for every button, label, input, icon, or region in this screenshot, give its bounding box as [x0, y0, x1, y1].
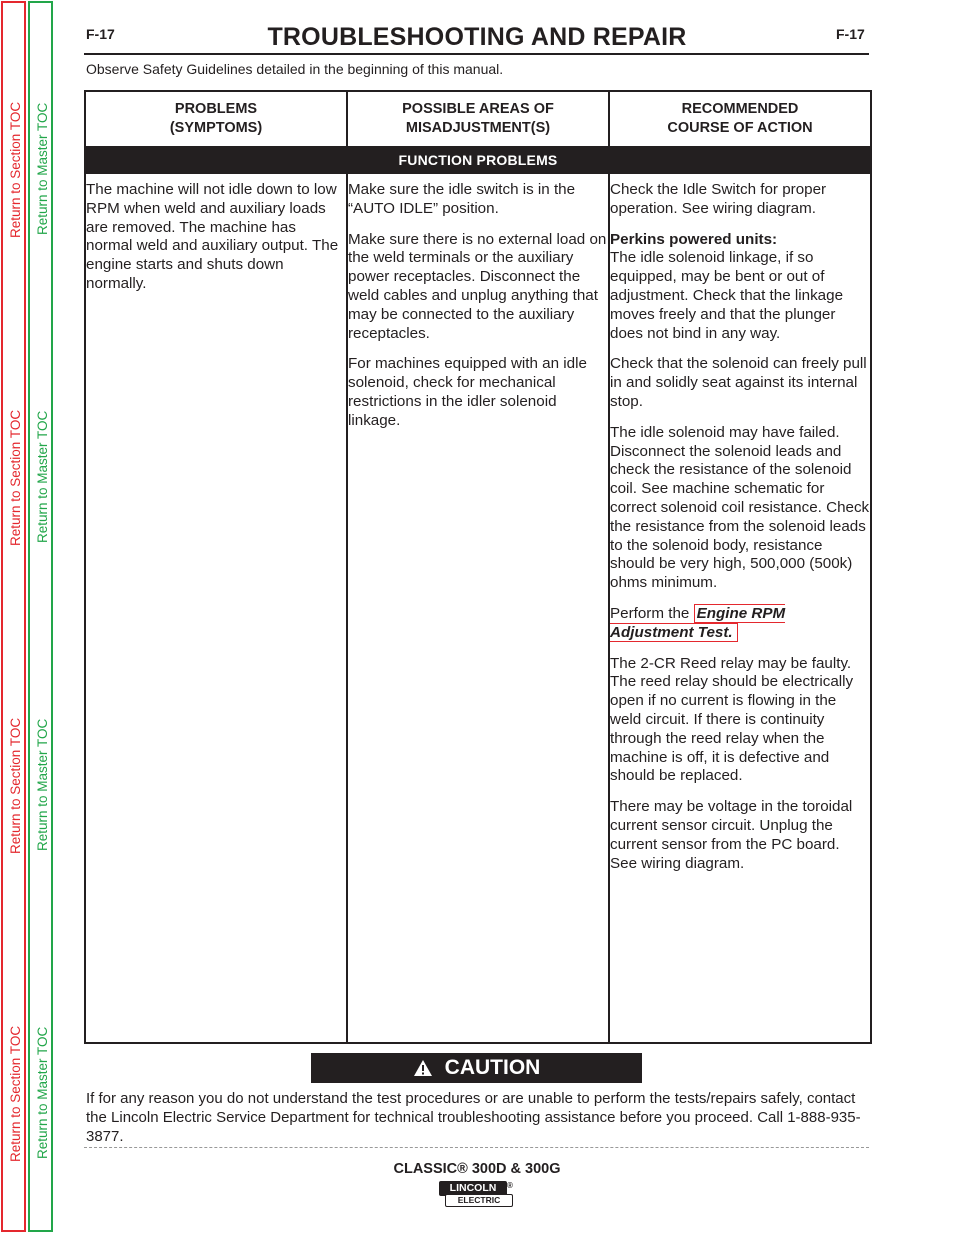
- model-name: CLASSIC® 300D & 300G: [393, 1161, 561, 1177]
- table-header-row: [85, 91, 871, 147]
- action-item: Check the Idle Switch for proper operation. See wiring diagram.: [610, 181, 827, 217]
- action-item: The idle solenoid may have failed. Disconnect the solenoid leads and check the resistance of the solenoid coil. See machine schematic for correct solenoid coil resistance. Check the resistance from the solenoid leads to the solenoid body, resistance should be very high, 500,000 (500k) ohms minimum.: [610, 423, 870, 592]
- perkins-label: Perkins powered units:: [610, 230, 778, 248]
- return-to-master-toc-link[interactable]: Return to Master TOC: [35, 410, 50, 543]
- return-to-section-toc-link[interactable]: Return to Section TOC: [8, 101, 23, 238]
- safety-note: Observe Safety Guidelines detailed in the beginning of this manual.: [86, 61, 504, 77]
- col-header-problems: PROBLEMS (SYMPTOMS): [85, 91, 347, 147]
- action-item: There may be voltage in the toroidal current sensor circuit. Unplug the current sensor from the PC board. See wiring diagram.: [610, 798, 853, 872]
- page-title: TROUBLESHOOTING AND REPAIR: [267, 23, 687, 51]
- caution-banner: [311, 1053, 642, 1083]
- course-of-action-cell: [609, 173, 871, 1043]
- misadjustment-item: Make sure there is no external load on the weld terminals or the auxiliary power receptacles. Disconnect the weld cables and unplug anything that may be connected to the auxiliary receptacles.: [348, 230, 607, 342]
- caution-text: If for any reason you do not understand the test procedures or are unable to perform the tests/repairs safely, contact the Lincoln Electric Service Department for technical troubleshooting assistance before you proceed. Call 1-888-935-3877.: [86, 1090, 861, 1145]
- return-to-master-toc-link[interactable]: Return to Master TOC: [35, 102, 50, 235]
- section-toc-bar: [1, 1, 26, 1232]
- table-row: [85, 173, 871, 1043]
- function-problems-band: FUNCTION PROBLEMS: [85, 147, 871, 173]
- perform-prefix: Perform the: [610, 604, 690, 622]
- troubleshooting-table: [84, 90, 872, 1044]
- return-to-section-toc-link[interactable]: Return to Section TOC: [8, 1025, 23, 1162]
- caution-label: CAUTION: [444, 1056, 541, 1079]
- symptom-text: The machine will not idle down to low RPM when weld and auxiliary loads are removed. The machine has normal weld and auxiliary output. The engine starts and shuts down normally.: [86, 181, 339, 292]
- return-to-section-toc-link[interactable]: Return to Section TOC: [8, 717, 23, 854]
- action-item: [610, 605, 870, 643]
- action-item: [610, 231, 870, 344]
- action-text: The idle solenoid linkage, if so equipped, may be bent or out of adjustment. Check that the linkage moves freely and that the plunger does not bind in any way.: [610, 249, 844, 342]
- page-code-right: F-17: [836, 26, 865, 42]
- logo-lincoln: LINCOLN: [439, 1181, 507, 1196]
- return-to-master-toc-link[interactable]: Return to Master TOC: [35, 718, 50, 851]
- misadjustment-item: Make sure the idle switch is in the “AUTO IDLE” position.: [348, 181, 576, 217]
- engine-rpm-adjustment-test-link[interactable]: Engine RPM Adjustment Test.: [610, 604, 786, 641]
- logo-registered-mark: ®: [507, 1181, 513, 1190]
- header-rule: [84, 53, 869, 55]
- return-to-master-toc-link[interactable]: Return to Master TOC: [35, 1026, 50, 1159]
- action-item: The 2-CR Reed relay may be faulty. The reed relay should be electrically open if no current is flowing in the weld circuit. If there is continuity through the reed relay when the machine is off, it is defective and should be replaced.: [610, 654, 854, 785]
- col-header-course-of-action: RECOMMENDED COURSE OF ACTION: [609, 91, 871, 147]
- misadjustment-item: For machines equipped with an idle solenoid, check for mechanical restrictions in the idler solenoid linkage.: [348, 355, 587, 429]
- action-item: Check that the solenoid can freely pull in and solidly seat against its internal stop.: [610, 355, 867, 410]
- symptoms-cell: [85, 173, 347, 1043]
- warning-icon: [413, 1059, 433, 1077]
- misadjustments-cell: [347, 173, 609, 1043]
- master-toc-bar: [28, 1, 53, 1232]
- footer-rule: [84, 1147, 869, 1148]
- page-code-left: F-17: [86, 26, 115, 42]
- col-header-misadjustments: POSSIBLE AREAS OF MISADJUSTMENT(S): [347, 91, 609, 147]
- lincoln-electric-logo: [439, 1181, 515, 1207]
- logo-electric: ELECTRIC: [445, 1194, 513, 1207]
- return-to-section-toc-link[interactable]: Return to Section TOC: [8, 409, 23, 546]
